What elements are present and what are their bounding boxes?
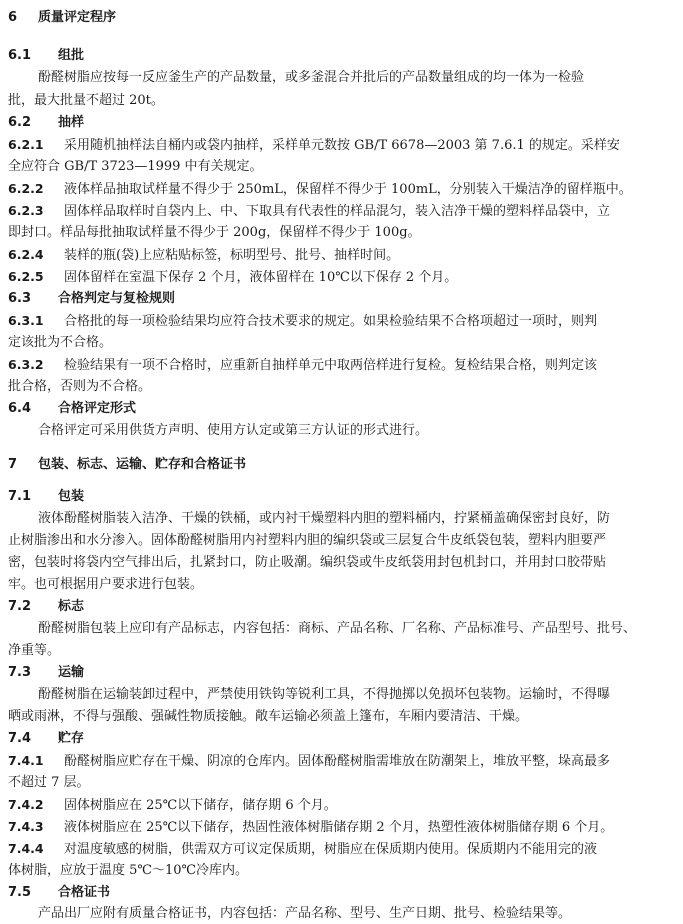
paragraph-line: 止树脂渗出和水分渗入。固体酚醛树脂用内衬塑料内胆的编织袋或三层复合牛皮纸袋包装，塑料内胆要严 <box>8 533 607 548</box>
clause-6-3-2: 6.3.2 检验结果有一项不合格时，应重新自抽样单元中取两倍样进行复检。复检结果合格，则判定该 <box>8 357 598 373</box>
paragraph-line: 牢。也可根据用户要求进行包装。 <box>8 577 204 592</box>
subsection-heading-7-3: 7.3 运输 <box>8 665 85 680</box>
clause-6-2-4: 6.2.4 装样的瓶(袋)上应粘贴标签，标明型号、批号、抽样时间。 <box>8 247 400 263</box>
subsection-heading-6-2: 6.2 抽样 <box>8 115 85 130</box>
section-heading-6: 6 质量评定程序 <box>8 10 117 25</box>
paragraph-line: 净重等。 <box>8 643 61 658</box>
paragraph-line: 定该批为不合格。 <box>8 335 113 350</box>
paragraph-line: 晒或雨淋，不得与强酸、强碱性物质接触。敞车运输必须盖上篷布，车厢内要清洁、干燥。 <box>8 709 529 724</box>
clause-7-4-4: 7.4.4 对温度敏感的树脂，供需双方可议定保质期，树脂应在保质期内使用。保质期内不能用完的液 <box>8 841 598 857</box>
subsection-heading-6-3: 6.3 合格判定与复检规则 <box>8 291 176 306</box>
paragraph-line: 体树脂，应放于温度 5℃～10℃冷库内。 <box>8 863 249 878</box>
clause-6-3-1: 6.3.1 合格批的每一项检验结果均应符合技术要求的规定。如果检验结果不合格项超过一项时，则判 <box>8 313 598 329</box>
paragraph-line: 不超过 7 层。 <box>8 775 90 790</box>
section-heading-7: 7 包装、标志、运输、贮存和合格证书 <box>8 457 247 472</box>
paragraph-line: 批合格，否则为不合格。 <box>8 379 152 394</box>
paragraph-line: 即封口。样品每批抽取试样量不得少于 200g，保留样不得少于 100g。 <box>8 225 421 240</box>
clause-7-4-2: 7.4.2 固体树脂应在 25℃以下储存，储存期 6 个月。 <box>8 797 337 813</box>
paragraph-line: 酚醛树脂应按每一反应釜生产的产品数量，或多釜混合并批后的产品数量组成的均一体为一检验 <box>38 70 585 85</box>
clause-6-2-2: 6.2.2 液体样品抽取试样量不得少于 250mL，保留样不得少于 100mL，分别装入干燥洁净的留样瓶中。 <box>8 181 632 197</box>
subsection-heading-6-4: 6.4 合格评定形式 <box>8 401 137 416</box>
clause-6-2-5: 6.2.5 固体留样在室温下保存 2 个月，液体留样在 10℃以下保存 2 个月。 <box>8 269 458 285</box>
subsection-heading-7-4: 7.4 贮存 <box>8 731 85 746</box>
subsection-heading-7-5: 7.5 合格证书 <box>8 885 111 900</box>
paragraph-line: 密，包装时将袋内空气排出后，扎紧封口，防止吸潮。编织袋或牛皮纸袋用封包机封口，并用封口胶带贴 <box>8 555 607 570</box>
paragraph-line: 合格评定可采用供货方声明、使用方认定或第三方认证的形式进行。 <box>38 423 429 438</box>
paragraph-line: 产品出厂应附有质量合格证书，内容包括：产品名称、型号、生产日期、批号、检验结果等。 <box>38 906 572 921</box>
paragraph-line: 液体酚醛树脂装入洁净、干燥的铁桶，或内衬干燥塑料内胆的塑料桶内，拧紧桶盖确保密封良好，防 <box>38 511 611 526</box>
subsection-heading-7-2: 7.2 标志 <box>8 599 85 614</box>
paragraph-line: 批，最大批量不超过 20t。 <box>8 93 164 108</box>
clause-7-4-1: 7.4.1 酚醛树脂应贮存在干燥、阴凉的仓库内。固体酚醛树脂需堆放在防潮架上，堆放平整，垛高最多 <box>8 753 611 769</box>
paragraph-line: 全应符合 GB/T 3723—1999 中有关规定。 <box>8 159 263 174</box>
clause-7-4-3: 7.4.3 液体树脂应在 25℃以下储存，热固性液体树脂储存期 2 个月，热塑性液体树脂储存期 6 个月。 <box>8 819 614 835</box>
subsection-heading-7-1: 7.1 包装 <box>8 489 85 504</box>
clause-6-2-1: 6.2.1 采用随机抽样法自桶内或袋内抽样，采样单元数按 GB/T 6678—2003 第 7.6.1 的规定。采样安 <box>8 137 620 153</box>
paragraph-line: 酚醛树脂在运输装卸过程中，严禁使用铁钩等锐利工具，不得抛掷以免损坏包装物。运输时，不得曝 <box>38 687 611 702</box>
paragraph-line: 酚醛树脂包装上应印有产品标志，内容包括：商标、产品名称、厂名称、产品标准号、产品型号、批号、 <box>38 621 637 636</box>
clause-6-2-3: 6.2.3 固体样品取样时自袋内上、中、下取具有代表性的样品混匀，装入洁净干燥的塑料样品袋中，立 <box>8 203 611 219</box>
subsection-heading-6-1: 6.1 组批 <box>8 48 85 63</box>
